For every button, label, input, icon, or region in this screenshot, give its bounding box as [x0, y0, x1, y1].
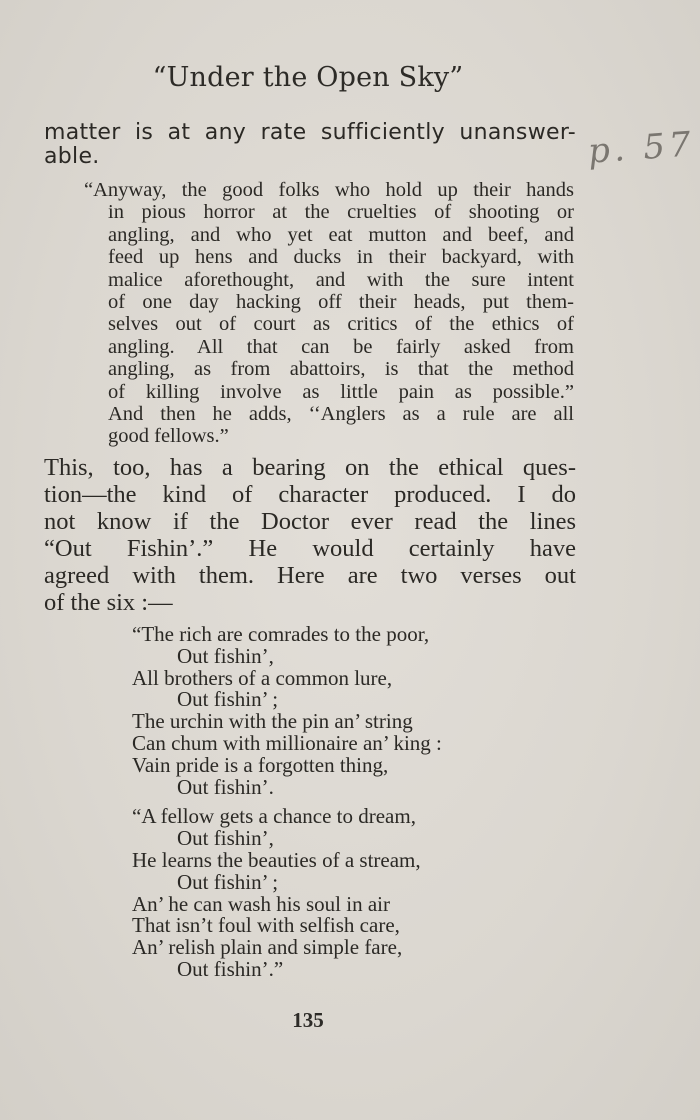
poem-line: All brothers of a common lure,	[132, 665, 393, 690]
quote-line: angling. All that can be fairly asked from	[108, 335, 574, 358]
quote-line: angling, as from abattoirs, is that the method	[108, 358, 574, 381]
quote-line: selves out of court as critics of the ethics of	[108, 313, 574, 336]
poem-refrain: Out fishin’.	[177, 774, 274, 799]
running-head: “Under the Open Sky”	[152, 62, 464, 93]
paragraph-continuation	[44, 121, 576, 169]
poem-line: He learns the beauties of a stream,	[132, 847, 421, 872]
poem-line: Can chum with millionaire an’ king :	[132, 730, 442, 755]
poem-line: “The rich are comrades to the poor,	[132, 622, 430, 646]
poem-refrain: Out fishin’ ;	[177, 687, 279, 712]
poem-refrain: Out fishin’,	[177, 643, 274, 668]
poem	[132, 624, 442, 989]
quote-line: angling, and who yet eat mutton and beef, and	[108, 223, 574, 246]
text-line: able.	[44, 144, 100, 169]
poem-stanza	[132, 806, 442, 980]
quote-line: of one day hacking off their heads, put them-	[108, 291, 574, 314]
page-number: 135	[292, 1008, 324, 1032]
text-line: This, too, has a bearing on the ethical ques-	[44, 454, 576, 481]
text-line: agreed with them. Here are two verses out	[44, 562, 576, 589]
poem-refrain: Out fishin’,	[177, 826, 274, 851]
main-paragraph	[44, 454, 576, 616]
quote-line: feed up hens and ducks in their backyard, with	[108, 246, 574, 269]
text-line: “Out Fishin’.” He would certainly have	[44, 535, 576, 562]
quote-line: “Anyway, the good folks who hold up their hands	[84, 179, 574, 201]
poem-line: That isn’t foul with selfish care,	[132, 913, 400, 938]
poem-refrain: Out fishin’.”	[177, 956, 284, 981]
quote-line: in pious horror at the cruelties of shooting or	[108, 201, 574, 224]
poem-line: An’ relish plain and simple fare,	[132, 935, 403, 960]
poem-line: “A fellow gets a chance to dream,	[132, 804, 416, 829]
handwritten-margin-note: p. 57	[586, 124, 696, 172]
poem-line: The urchin with the pin an’ string	[132, 709, 413, 734]
text-line: matter is at any rate sufficiently unanswer-	[44, 120, 576, 145]
quote-line: And then he adds, ‘‘Anglers as a rule are all	[108, 403, 574, 426]
text-line: tion—the kind of character produced. I do	[44, 481, 576, 508]
text-line: of the six :—	[44, 589, 173, 616]
quote-line: good fellows.”	[108, 425, 229, 448]
poem-stanza	[132, 624, 442, 798]
poem-refrain: Out fishin’ ;	[177, 869, 279, 894]
quote-line: malice aforethought, and with the sure intent	[108, 268, 574, 291]
quote-line: of killing involve as little pain as possible.”	[108, 380, 574, 403]
text-line: not know if the Doctor ever read the lines	[44, 508, 576, 535]
poem-line: An’ he can wash his soul in air	[132, 891, 390, 916]
block-quote	[84, 179, 574, 448]
poem-line: Vain pride is a forgotten thing,	[132, 752, 389, 777]
